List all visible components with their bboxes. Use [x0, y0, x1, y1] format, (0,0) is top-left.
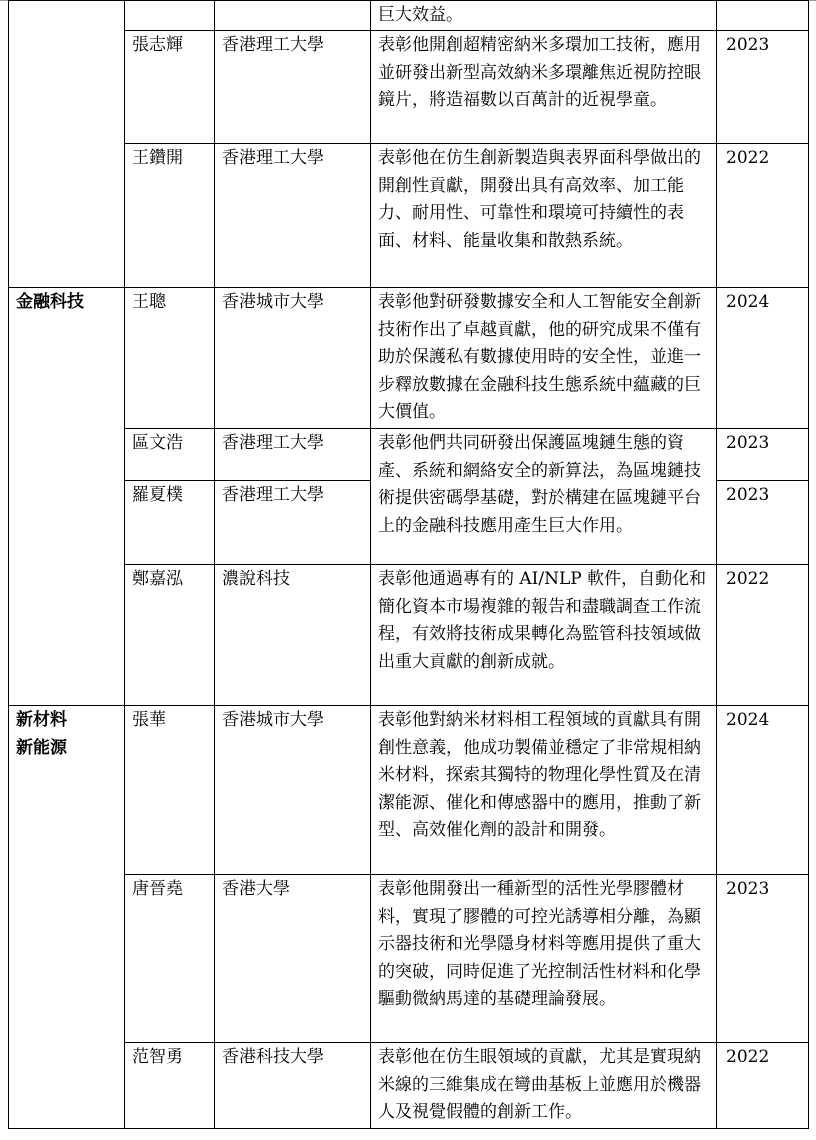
category-cell [9, 706, 125, 1129]
year-cell: 2022 [717, 565, 809, 706]
name-cell: 張志輝 [125, 31, 215, 144]
awards-table [8, 0, 809, 1129]
year-cell: 2024 [717, 706, 809, 875]
name-cell: 唐晉堯 [125, 875, 215, 1043]
name-cell: 鄭嘉泓 [125, 565, 215, 706]
category-cell [9, 288, 125, 706]
org-cell: 香港理工大學 [215, 31, 371, 144]
name-cell: 區文浩 [125, 429, 215, 481]
description-cell: 表彰他在仿生眼領域的貢獻，尤其是實現納米線的三維集成在彎曲基板上並應用於機器人及視覺假體的創新工作。 [371, 1043, 717, 1129]
year-cell: 2022 [717, 1043, 809, 1129]
org-cell: 濃說科技 [215, 565, 371, 706]
org-cell: 香港科技大學 [215, 1043, 371, 1129]
description-cell: 表彰他在仿生創新製造與表界面科學做出的開創性貢獻，開發出具有高效率、加工能力、耐用性、可靠性和環境可持續性的表面、材料、能量收集和散熱系統。 [371, 144, 717, 288]
category-cell [9, 1, 125, 288]
category-label: 新能源 [16, 737, 67, 758]
org-cell: 香港理工大學 [215, 481, 371, 565]
name-cell: 王鑽開 [125, 144, 215, 288]
description-cell: 表彰他對研發數據安全和人工智能安全創新技術作出了卓越貢獻，他的研究成果不僅有助於保護私有數據使用時的安全性，並進一步釋放數據在金融科技生態系統中蘊藏的巨大價值。 [371, 288, 717, 429]
org-cell: 香港大學 [215, 875, 371, 1043]
description-cell: 表彰他們共同研發出保護區塊鏈生態的資產、系統和網絡安全的新算法，為區塊鏈技術提供密碼學基礎，對於構建在區塊鏈平台上的金融科技應用產生巨大作用。 [371, 429, 717, 565]
table-row [9, 288, 809, 429]
category-label: 金融科技 [16, 292, 84, 312]
org-cell: 香港城市大學 [215, 706, 371, 875]
table-row [9, 429, 809, 481]
name-cell [125, 1, 215, 31]
table-row [9, 31, 809, 144]
name-cell: 范智勇 [125, 1043, 215, 1129]
year-cell: 2023 [717, 481, 809, 565]
description-cell: 表彰他開創超精密納米多環加工技術，應用並研發出新型高效納米多環離焦近視防控眼鏡片，將造福數以百萬計的近視學童。 [371, 31, 717, 144]
org-cell: 香港理工大學 [215, 429, 371, 481]
description-cell: 表彰他開發出一種新型的活性光學膠體材料，實現了膠體的可控光誘導相分離，為顯示器技術和光學隱身材料等應用提供了重大的突破，同時促進了光控制活性材料和化學驅動微納馬達的基礎理論發展。 [371, 875, 717, 1043]
year-cell [717, 1, 809, 31]
table-row [9, 565, 809, 706]
year-cell: 2022 [717, 144, 809, 288]
table-row [9, 706, 809, 875]
name-cell: 羅夏樸 [125, 481, 215, 565]
year-cell: 2024 [717, 288, 809, 429]
name-cell: 王聰 [125, 288, 215, 429]
table-row [9, 144, 809, 288]
year-cell: 2023 [717, 429, 809, 481]
org-cell [215, 1, 371, 31]
org-cell: 香港理工大學 [215, 144, 371, 288]
year-cell: 2023 [717, 875, 809, 1043]
year-cell: 2023 [717, 31, 809, 144]
description-cell: 表彰他通過專有的 AI/NLP 軟件，自動化和簡化資本市場複雜的報告和盡職調查工作流程，有效將技術成果轉化為監管科技領域做出重大貢獻的創新成就。 [371, 565, 717, 706]
description-cell: 巨大效益。 [371, 1, 717, 31]
table-row [9, 875, 809, 1043]
description-cell: 表彰他對納米材料相工程領域的貢獻具有開創性意義，他成功製備並穩定了非常規相納米材料，探索其獨特的物理化學性質及在清潔能源、催化和傳感器中的應用，推動了新型、高效催化劑的設計和開發。 [371, 706, 717, 875]
name-cell: 張華 [125, 706, 215, 875]
table-row [9, 1, 809, 31]
table-row [9, 1043, 809, 1129]
org-cell: 香港城市大學 [215, 288, 371, 429]
category-label: 新材料 [16, 710, 67, 730]
